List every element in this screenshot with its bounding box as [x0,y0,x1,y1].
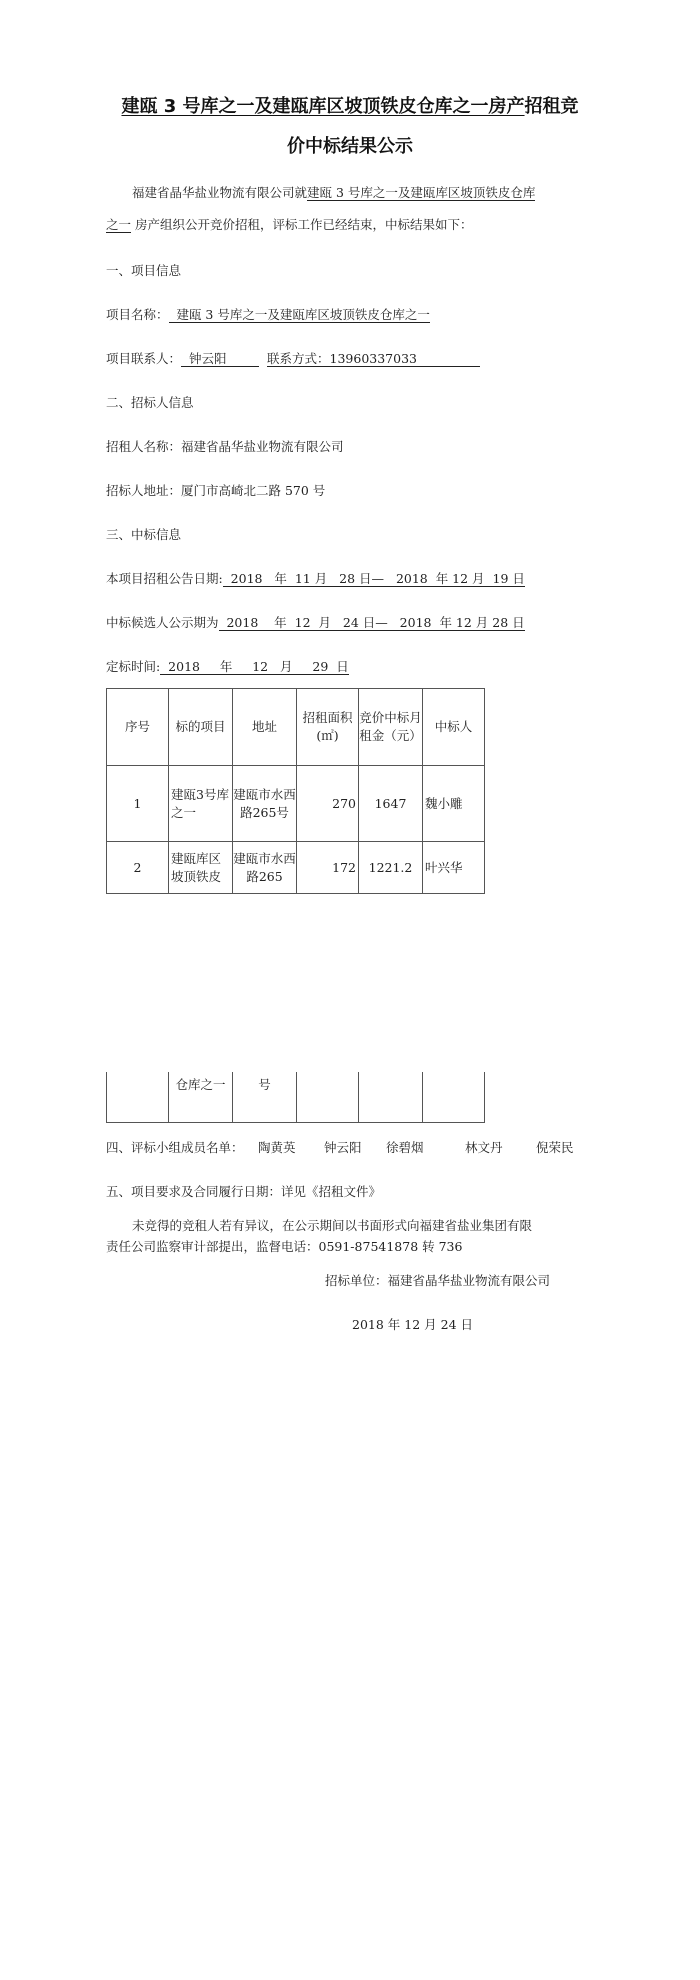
intro-lead: 福建省晶华盐业物流有限公司就 [132,185,308,200]
document-title-line1 [0,92,700,118]
cell-address: 建瓯市水西路265号 [233,766,297,842]
table-row [107,766,485,842]
publicity-period-value: 2018 年 12 月 24 日— 2018 年 12 月 28 日 [218,615,525,630]
evaluation-committee-row [106,1138,244,1156]
project-contact-row [106,349,480,367]
publicity-period-row [106,613,525,631]
header-area: 招租面积(㎡) [297,689,359,766]
table-header-row [107,689,485,766]
issue-date: 2018 年 12 月 24 日 [352,1317,473,1332]
committee-member: 钟云阳 [324,1140,362,1155]
cell-address: 建瓯市水西路265 [233,842,297,894]
cell-no: 1 [107,766,169,842]
intro-project-name-end: 之一 [106,217,132,232]
objection-line1: 未竞得的竞租人若有异议，在公示期间以书面形式向福建省盐业集团有限 [132,1218,533,1233]
cell-rent [359,1072,423,1122]
result-table-continued [106,1072,485,1123]
section1-heading: 一、项目信息 [106,263,182,278]
cell-no [107,1072,169,1122]
intro-rest: 房产组织公开竞价招租，评标工作已经结束，中标结果如下： [131,217,473,232]
header-no: 序号 [107,689,169,766]
document-title-line2: 价中标结果公示 [287,136,413,157]
committee-member: 林文丹 [465,1140,503,1155]
cell-address: 号 [233,1072,297,1122]
announce-date-label: 本项目招租公告日期: [106,571,223,586]
announce-date-value: 2018 年 11 月 28 日— 2018 年 12 月 19 日 [222,571,525,586]
cell-rent: 1221.2 [359,842,423,894]
decision-date-row [106,657,349,675]
project-name-value: 建瓯 3 号库之一及建瓯库区坡顶铁皮仓库之一 [168,307,430,322]
project-name-label: 项目名称： [106,307,169,322]
header-rent: 竞价中标月租金（元） [359,689,423,766]
committee-member: 徐碧烟 [386,1140,424,1155]
cell-area: 172 [297,842,359,894]
cell-no: 2 [107,842,169,894]
header-winner: 中标人 [423,689,485,766]
cell-winner [423,1072,485,1122]
decision-date-value: 2018 年 12 月 29 日 [160,659,349,674]
section2-heading: 二、招标人信息 [106,395,194,410]
cell-rent: 1647 [359,766,423,842]
lessor-name: 招租人名称：福建省晶华盐业物流有限公司 [106,439,344,454]
table-row [107,842,485,894]
cell-winner: 魏小雕 [423,766,485,842]
announce-date-row [106,569,525,587]
objection-line2: 责任公司监察审计部提出，监督电话：0591-87541878 转 736 [106,1239,463,1254]
cell-winner: 叶兴华 [423,842,485,894]
contact-value: 钟云阳 [181,352,259,367]
issuer-unit: 招标单位：福建省晶华盐业物流有限公司 [325,1273,551,1288]
cell-area [297,1072,359,1122]
committee-label: 四、评标小组成员名单： [106,1140,244,1155]
cell-area: 270 [297,766,359,842]
section3-heading: 三、中标信息 [106,527,182,542]
cell-item: 建瓯3号库之一 [169,766,233,842]
title-rest: 招租竞 [524,96,579,117]
section5-heading: 五、项目要求及合同履行日期：详见《招租文件》 [106,1184,382,1199]
intro-line1 [132,183,535,201]
decision-date-label: 定标时间: [106,659,161,674]
intro-project-name: 建瓯 3 号库之一及建瓯库区坡顶铁皮仓库 [307,185,536,200]
intro-line2 [106,215,473,233]
header-item: 标的项目 [169,689,233,766]
title-underlined: 建瓯 3 号库之一及建瓯库区坡顶铁皮仓库之一房产 [121,96,525,117]
table-row [107,1072,485,1122]
publicity-period-label: 中标候选人公示期为 [106,615,219,630]
cell-item: 建瓯库区坡顶铁皮 [169,842,233,894]
lessor-address: 招标人地址：厦门市高崎北二路 570 号 [106,483,326,498]
contact-label: 项目联系人： [106,351,182,366]
result-table [106,688,485,894]
contact-phone: 联系方式：13960337033 [267,352,480,367]
header-address: 地址 [233,689,297,766]
project-name-row [106,305,430,323]
cell-item: 仓库之一 [169,1072,233,1122]
committee-member: 陶黄英 [258,1140,296,1155]
committee-member: 倪荣民 [536,1140,574,1155]
